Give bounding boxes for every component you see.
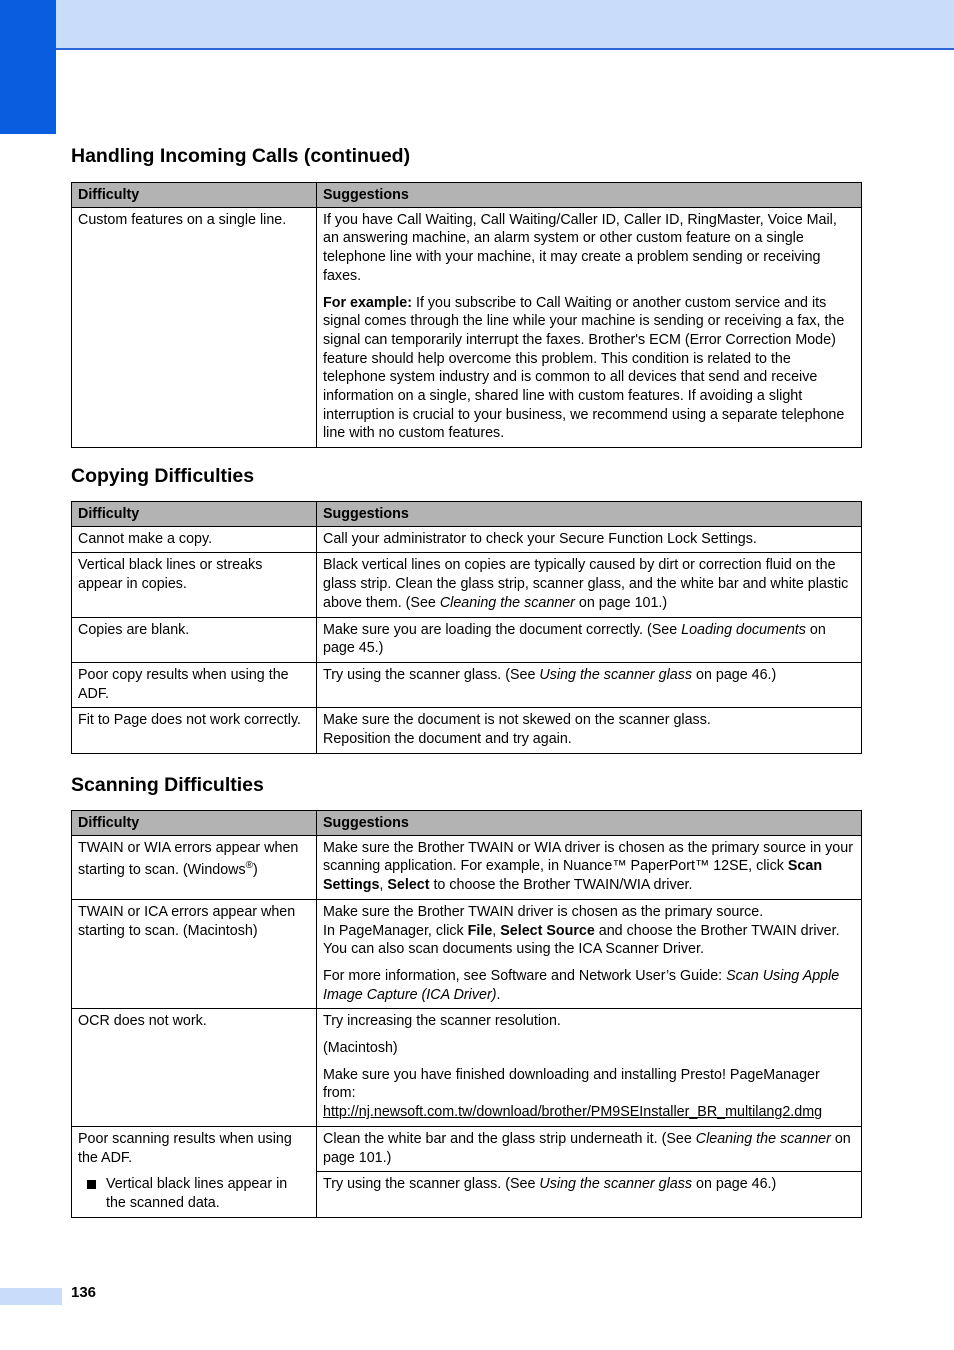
suggestion-text: (Macintosh) bbox=[323, 1040, 398, 1057]
table-row bbox=[72, 708, 862, 753]
suggestion-cell bbox=[317, 207, 862, 447]
difficulty-cell: Custom features on a single line. bbox=[72, 207, 317, 447]
table-row bbox=[72, 617, 862, 662]
table-header-row bbox=[72, 183, 862, 208]
header-bar bbox=[0, 0, 954, 50]
calls-table bbox=[71, 182, 862, 448]
column-header-suggestions: Suggestions bbox=[317, 811, 862, 836]
table-row bbox=[72, 207, 862, 447]
table-row bbox=[72, 835, 862, 899]
table-header-row bbox=[72, 502, 862, 527]
column-header-suggestions: Suggestions bbox=[317, 183, 862, 208]
table-row bbox=[72, 1009, 862, 1127]
difficulty-cell: Poor copy results when using the ADF. bbox=[72, 662, 317, 707]
copying-table bbox=[71, 501, 862, 754]
bullet-item: Vertical black lines appear in the scanned data. bbox=[78, 1175, 310, 1212]
page-number-bar bbox=[0, 1288, 62, 1305]
suggestion-cell bbox=[317, 899, 862, 1009]
table-row bbox=[72, 553, 862, 617]
chapter-tab bbox=[0, 0, 56, 134]
suggestion-cell: Make sure the document is not skewed on the scanner glass. Reposition the document and try again. bbox=[317, 708, 862, 753]
suggestion-text: If you have Call Waiting, Call Waiting/Caller ID, Caller ID, RingMaster, Voice Mail, an answering machine, an alarm system or other custom feature on a single telephone line with your machine, it may create a problem sending or receiving faxes. bbox=[323, 211, 837, 284]
table-row bbox=[72, 662, 862, 707]
suggestion-text: Make sure the Brother TWAIN driver is chosen as the primary source. In PageManager, click File, Select Source and choose the Brother TWAIN driver. You can also scan documents using the ICA Scanner Driver. bbox=[323, 903, 840, 958]
section-title-scanning: Scanning Difficulties bbox=[71, 774, 264, 796]
difficulty-cell: TWAIN or ICA errors appear when starting to scan. (Macintosh) bbox=[72, 899, 317, 1009]
column-header-difficulty: Difficulty bbox=[72, 502, 317, 527]
download-link[interactable]: http://nj.newsoft.com.tw/download/brother/PM9SEInstaller_BR_multilang2.dmg bbox=[323, 1104, 823, 1121]
suggestion-cell: Make sure you are loading the document correctly. (See Loading documents on page 45.) bbox=[317, 617, 862, 662]
table-row bbox=[72, 899, 862, 1009]
difficulty-cell: Copies are blank. bbox=[72, 617, 317, 662]
suggestion-cell bbox=[317, 1126, 862, 1217]
section-title-calls: Handling Incoming Calls (continued) bbox=[71, 145, 411, 167]
suggestion-cell: Black vertical lines on copies are typically caused by dirt or correction fluid on the glass strip. Clean the glass strip, scanner glass, and the white bar and white plastic above them. (See Cleaning the scanner on page 101.) bbox=[317, 553, 862, 617]
suggestion-text: Make sure you have finished downloading and installing Presto! PageManager from: http://nj.newsoft.com.tw/download/brother/PM9SEInstaller_BR_multilang2.dmg bbox=[323, 1066, 823, 1121]
section-title-copying: Copying Difficulties bbox=[71, 465, 255, 487]
column-header-difficulty: Difficulty bbox=[72, 183, 317, 208]
suggestion-text: For example: If you subscribe to Call Waiting or another custom service and its signal comes through the line while your machine is sending or receiving a fax, the signal can temporarily interrupt the faxes. Brother's ECM (Error Correction Mode) feature should help overcome this problem. This condition is related to the telephone system industry and is common to all devices that send and receive information on a single, shared line with custom features. If avoiding a slight interruption is crucial to your business, we recommend using a separate telephone line with no custom features. bbox=[323, 294, 845, 442]
difficulty-cell: TWAIN or WIA errors appear when starting to scan. (Windows®) bbox=[72, 835, 317, 899]
table-row bbox=[72, 1126, 862, 1217]
suggestion-cell: Call your administrator to check your Secure Function Lock Settings. bbox=[317, 526, 862, 553]
suggestion-text: For more information, see Software and Network User’s Guide: Scan Using Apple Image Capture (ICA Driver). bbox=[323, 967, 840, 1003]
suggestion-cell bbox=[317, 1009, 862, 1127]
difficulty-cell: Cannot make a copy. bbox=[72, 526, 317, 553]
suggestion-cell: Try using the scanner glass. (See Using the scanner glass on page 46.) bbox=[317, 662, 862, 707]
difficulty-cell: Poor scanning results when using the ADF. Vertical black lines appear in the scanned data. bbox=[72, 1126, 317, 1217]
table-row bbox=[72, 526, 862, 553]
suggestion-text: Try increasing the scanner resolution. bbox=[323, 1013, 561, 1030]
square-bullet-icon bbox=[87, 1180, 96, 1189]
suggestion-text: Try using the scanner glass. (See Using the scanner glass on page 46.) bbox=[317, 1171, 861, 1217]
difficulty-cell: Vertical black lines or streaks appear in copies. bbox=[72, 553, 317, 617]
column-header-suggestions: Suggestions bbox=[317, 502, 862, 527]
difficulty-cell: Fit to Page does not work correctly. bbox=[72, 708, 317, 753]
difficulty-cell: OCR does not work. bbox=[72, 1009, 317, 1127]
column-header-difficulty: Difficulty bbox=[72, 811, 317, 836]
table-header-row bbox=[72, 811, 862, 836]
suggestion-cell: Make sure the Brother TWAIN or WIA driver is chosen as the primary source in your scanning application. For example, in Nuance™ PaperPort™ 12SE, click Scan Settings, Select to choose the Brother TWAIN/WIA driver. bbox=[317, 835, 862, 899]
suggestion-text: Clean the white bar and the glass strip underneath it. (See Cleaning the scanner on page 101.) bbox=[323, 1130, 851, 1166]
page-number: 136 bbox=[71, 1284, 97, 1301]
scanning-table bbox=[71, 810, 862, 1218]
